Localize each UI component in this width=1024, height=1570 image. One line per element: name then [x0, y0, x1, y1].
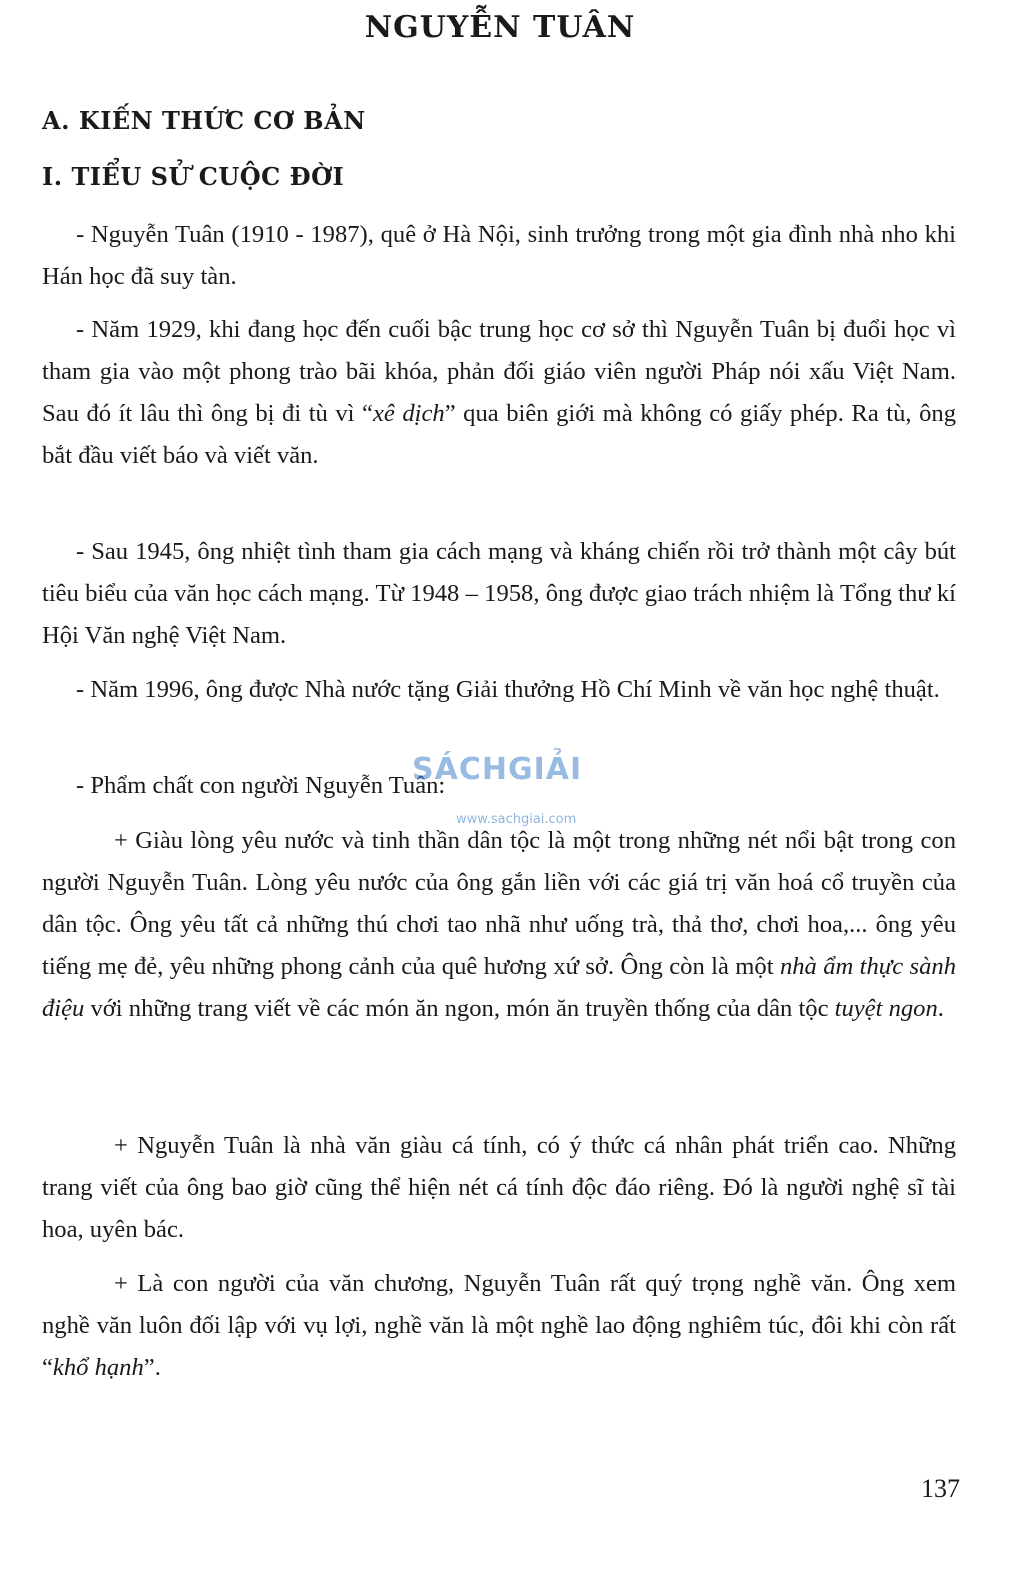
- paragraph-1929-emphasis: xê dịch: [372, 400, 445, 427]
- paragraph-birth: - Nguyễn Tuân (1910 - 1987), quê ở Hà Nội, sinh trưởng trong một gia đình nhà nho khi Hán học đã suy tàn.: [42, 221, 956, 290]
- watermark-logo: SÁCHGIẢI: [412, 752, 583, 787]
- paragraph-qualities-heading: - Phẩm chất con người Nguyễn Tuân:: [76, 772, 446, 799]
- paragraph-patriotism: [42, 820, 956, 1030]
- page-title: NGUYỄN TUÂN: [364, 10, 636, 45]
- paragraph-1929-text-a: - Năm 1929, khi đang học đến cuối bậc trung học cơ sở thì Nguyễn Tuân bị đuổi học vì tham gia vào một phong trào bãi khóa, phản đối giáo viên người Pháp nói xấu Việt Nam. Sau đó ít lâu thì ông bị đi tù vì “: [42, 316, 956, 427]
- paragraph-patriotism-emphasis-2: tuyệt ngon: [834, 995, 938, 1022]
- paragraph-1929-text-b: ” qua biên giới mà không có giấy phép. Ra tù, ông bắt đầu viết báo và viết văn.: [42, 400, 956, 469]
- paragraph-patriotism-text-b: với những trang viết về các món ăn ngon, món ăn truyền thống của dân tộc: [84, 995, 835, 1022]
- paragraph-literature-text-a: + Là con người của văn chương, Nguyễn Tuân rất quý trọng nghề văn. Ông xem nghề văn luôn đối lập với vụ lợi, nghề văn là một nghề lao động nghiêm túc, đôi khi còn rất “: [42, 1270, 956, 1381]
- paragraph-patriotism-text-a: + Giàu lòng yêu nước và tinh thần dân tộc là một trong những nét nổi bật trong con người Nguyễn Tuân. Lòng yêu nước của ông gắn liền với các giá trị văn hoá cổ truyền của dân tộc. Ông yêu tất cả những thú chơi tao nhã như uống trà, thả thơ, chơi hoa,... ông yêu tiếng mẹ đẻ, yêu những phong cảnh của quê hương xứ sở. Ông còn là một: [42, 827, 956, 980]
- paragraph-individuality: + Nguyễn Tuân là nhà văn giàu cá tính, có ý thức cá nhân phát triển cao. Những trang viết của ông bao giờ cũng thể hiện nét cá tính độc đáo riêng. Đó là người nghệ sĩ tài hoa, uyên bác.: [42, 1132, 956, 1243]
- page-number: 137: [921, 1474, 960, 1503]
- paragraph-patriotism-emphasis-1: nhà ẩm thực sành điệu: [42, 953, 956, 1022]
- section-heading-i: I. TIỂU SỬ CUỘC ĐỜI: [42, 162, 345, 191]
- section-heading-a: A. KIẾN THỨC CƠ BẢN: [42, 106, 366, 135]
- paragraph-literature-emphasis: khổ hạnh: [52, 1354, 144, 1381]
- paragraph-literature-text-b: ”.: [143, 1354, 161, 1381]
- paragraph-patriotism-text-c: .: [937, 995, 944, 1022]
- paragraph-1929: [42, 309, 956, 477]
- paragraph-1996: - Năm 1996, ông được Nhà nước tặng Giải thưởng Hồ Chí Minh về văn học nghệ thuật.: [76, 676, 940, 703]
- paragraph-literature: [42, 1263, 956, 1389]
- paragraph-1945: - Sau 1945, ông nhiệt tình tham gia cách mạng và kháng chiến rồi trở thành một cây bút tiêu biểu của văn học cách mạng. Từ 1948 – 1958, ông được giao trách nhiệm là Tổng thư kí Hội Văn nghệ Việt Nam.: [42, 538, 956, 649]
- watermark-url: www.sachgiai.com: [456, 812, 577, 827]
